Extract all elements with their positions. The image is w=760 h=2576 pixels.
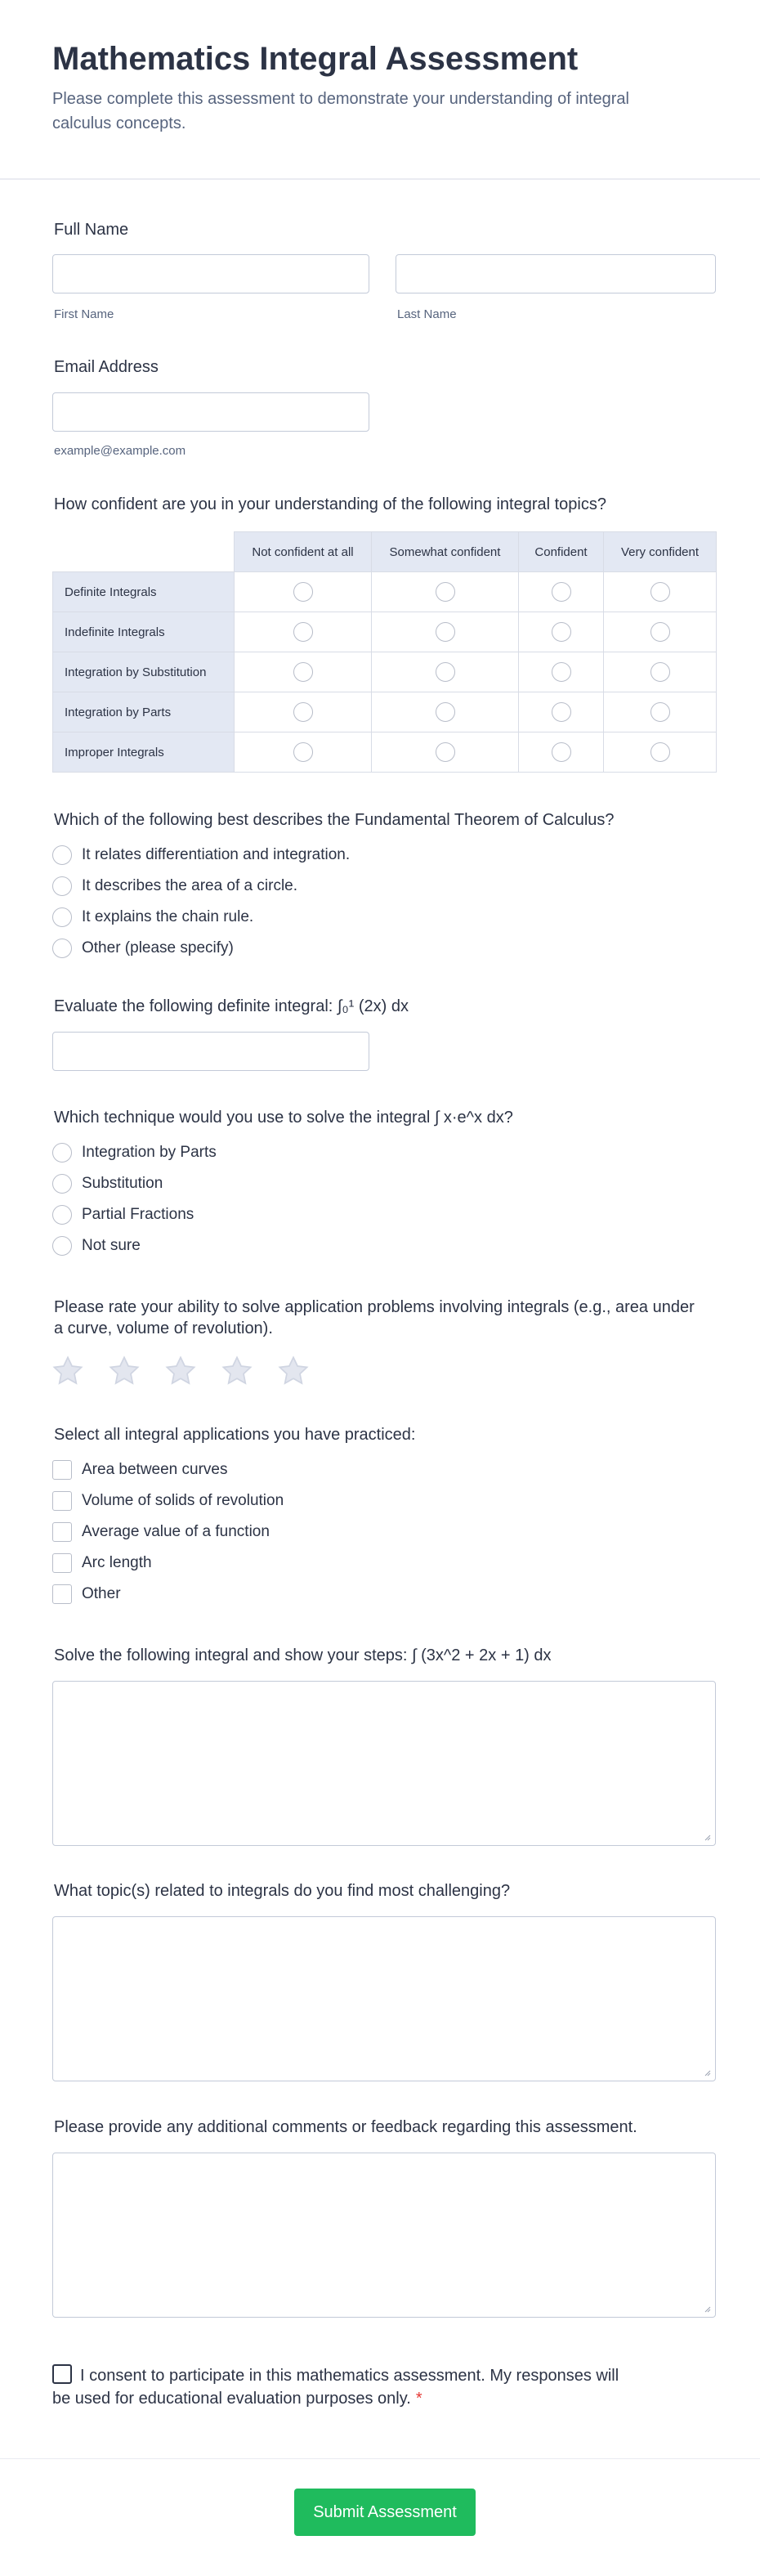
option-label: Other xyxy=(82,1585,121,1602)
star-icon[interactable] xyxy=(107,1354,141,1388)
matrix-row-label: Improper Integrals xyxy=(53,732,235,773)
matrix-row-label: Integration by Parts xyxy=(53,692,235,732)
last-name-sublabel: Last Name xyxy=(397,307,457,321)
checkbox[interactable] xyxy=(52,1584,72,1604)
application-option[interactable] xyxy=(52,1584,121,1605)
applications-question: Select all integral applications you have practiced: xyxy=(54,1426,416,1444)
matrix-radio[interactable] xyxy=(650,702,670,722)
matrix-row xyxy=(53,612,717,652)
option-label: Arc length xyxy=(82,1554,152,1571)
consent-block xyxy=(52,2364,641,2410)
matrix-col-header: Confident xyxy=(519,532,604,572)
matrix-radio[interactable] xyxy=(552,662,571,682)
resize-grip-icon[interactable] xyxy=(703,1833,711,1841)
matrix-col-header: Very confident xyxy=(604,532,717,572)
star-rating xyxy=(51,1354,311,1388)
option-label: Area between curves xyxy=(82,1461,228,1478)
email-input[interactable] xyxy=(52,392,369,432)
option-label: Volume of solids of revolution xyxy=(82,1492,284,1509)
matrix-radio[interactable] xyxy=(552,582,571,602)
comments-question: Please provide any additional comments or feedback regarding this assessment. xyxy=(54,2118,637,2136)
matrix-radio[interactable] xyxy=(436,622,455,642)
matrix-col-header: Not confident at all xyxy=(235,532,372,572)
last-name-input[interactable] xyxy=(396,254,716,293)
ftc-option[interactable] xyxy=(52,876,297,897)
radio-button[interactable] xyxy=(52,907,72,927)
required-mark: * xyxy=(415,2390,422,2408)
matrix-row xyxy=(53,652,717,692)
application-option[interactable] xyxy=(52,1552,152,1574)
radio-button[interactable] xyxy=(52,845,72,865)
submit-button[interactable]: Submit Assessment xyxy=(294,2489,476,2536)
matrix-radio[interactable] xyxy=(650,582,670,602)
matrix-radio[interactable] xyxy=(436,742,455,762)
matrix-radio[interactable] xyxy=(552,702,571,722)
checkbox[interactable] xyxy=(52,1460,72,1480)
option-label: Integration by Parts xyxy=(82,1144,217,1161)
ftc-option[interactable] xyxy=(52,938,234,959)
form-header xyxy=(0,0,760,180)
ftc-option[interactable] xyxy=(52,907,253,928)
consent-checkbox[interactable] xyxy=(52,2364,72,2384)
option-label: Substitution xyxy=(82,1175,163,1192)
confidence-question: How confident are you in your understanding of the following integral topics? xyxy=(54,495,606,513)
matrix-row-label: Definite Integrals xyxy=(53,572,235,612)
definite-answer-input[interactable] xyxy=(52,1032,369,1071)
challenging-question: What topic(s) related to integrals do you find most challenging? xyxy=(54,1882,511,1900)
matrix-row xyxy=(53,732,717,773)
radio-button[interactable] xyxy=(52,1236,72,1256)
checkbox[interactable] xyxy=(52,1491,72,1511)
checkbox[interactable] xyxy=(52,1522,72,1542)
matrix-radio[interactable] xyxy=(552,622,571,642)
matrix-radio[interactable] xyxy=(552,742,571,762)
matrix-radio[interactable] xyxy=(650,622,670,642)
technique-option[interactable] xyxy=(52,1204,194,1225)
ftc-question: Which of the following best describes the Fundamental Theorem of Calculus? xyxy=(54,811,615,829)
resize-grip-icon[interactable] xyxy=(703,2068,711,2076)
option-label: It relates differentiation and integration. xyxy=(82,846,351,863)
solve-textarea[interactable] xyxy=(52,1681,716,1846)
technique-option[interactable] xyxy=(52,1142,217,1163)
challenging-textarea[interactable] xyxy=(52,1916,716,2081)
star-icon[interactable] xyxy=(51,1354,85,1388)
radio-button[interactable] xyxy=(52,1205,72,1225)
star-icon[interactable] xyxy=(163,1354,198,1388)
star-icon[interactable] xyxy=(220,1354,254,1388)
checkbox[interactable] xyxy=(52,1553,72,1573)
email-label: Email Address xyxy=(54,358,159,376)
option-label: Average value of a function xyxy=(82,1523,270,1540)
application-option[interactable] xyxy=(52,1521,270,1543)
matrix-radio[interactable] xyxy=(650,742,670,762)
matrix-radio[interactable] xyxy=(436,582,455,602)
form-subtitle: Please complete this assessment to demonstrate your understanding of integral calculus concepts. xyxy=(52,90,629,132)
rating-question: Please rate your ability to solve application problems involving integrals (e.g., area under a curve, volume of revolution). xyxy=(54,1298,695,1337)
application-option[interactable] xyxy=(52,1459,228,1481)
radio-button[interactable] xyxy=(52,939,72,958)
matrix-row-label: Indefinite Integrals xyxy=(53,612,235,652)
technique-option[interactable] xyxy=(52,1173,163,1194)
technique-question: Which technique would you use to solve the integral ∫ x·e^x dx? xyxy=(54,1109,513,1127)
application-option[interactable] xyxy=(52,1490,284,1512)
star-icon[interactable] xyxy=(276,1354,311,1388)
option-label: Not sure xyxy=(82,1237,141,1254)
definite-question: Evaluate the following definite integral: ∫₀¹ (2x) dx xyxy=(54,997,409,1015)
matrix-row xyxy=(53,692,717,732)
matrix-row xyxy=(53,572,717,612)
matrix-radio[interactable] xyxy=(293,742,313,762)
option-label: It explains the chain rule. xyxy=(82,908,254,925)
form-title: Mathematics Integral Assessment xyxy=(52,41,579,77)
resize-grip-icon[interactable] xyxy=(703,2305,711,2313)
matrix-radio[interactable] xyxy=(293,582,313,602)
consent-text: I consent to participate in this mathematics assessment. My responses will be used for educational evaluation purposes only. xyxy=(52,2367,619,2408)
full-name-label: Full Name xyxy=(54,221,129,239)
option-label: Partial Fractions xyxy=(82,1206,194,1223)
matrix-radio[interactable] xyxy=(293,622,313,642)
solve-question: Solve the following integral and show your steps: ∫ (3x^2 + 2x + 1) dx xyxy=(54,1646,552,1664)
matrix-radio[interactable] xyxy=(293,662,313,682)
ftc-option[interactable] xyxy=(52,844,350,866)
matrix-radio[interactable] xyxy=(650,662,670,682)
option-label: It describes the area of a circle. xyxy=(82,877,298,894)
matrix-radio[interactable] xyxy=(293,702,313,722)
matrix-row-label: Integration by Substitution xyxy=(53,652,235,692)
radio-button[interactable] xyxy=(52,1174,72,1194)
comments-textarea[interactable] xyxy=(52,2153,716,2318)
footer-divider xyxy=(0,2458,760,2459)
option-label: Other (please specify) xyxy=(82,939,234,956)
first-name-input[interactable] xyxy=(52,254,369,293)
technique-option[interactable] xyxy=(52,1235,141,1257)
matrix-radio[interactable] xyxy=(436,662,455,682)
first-name-sublabel: First Name xyxy=(54,307,114,321)
confidence-matrix xyxy=(52,531,717,773)
matrix-corner xyxy=(53,532,235,572)
matrix-radio[interactable] xyxy=(436,702,455,722)
email-sublabel: example@example.com xyxy=(54,444,186,458)
radio-button[interactable] xyxy=(52,1143,72,1163)
matrix-col-header: Somewhat confident xyxy=(372,532,519,572)
radio-button[interactable] xyxy=(52,876,72,896)
